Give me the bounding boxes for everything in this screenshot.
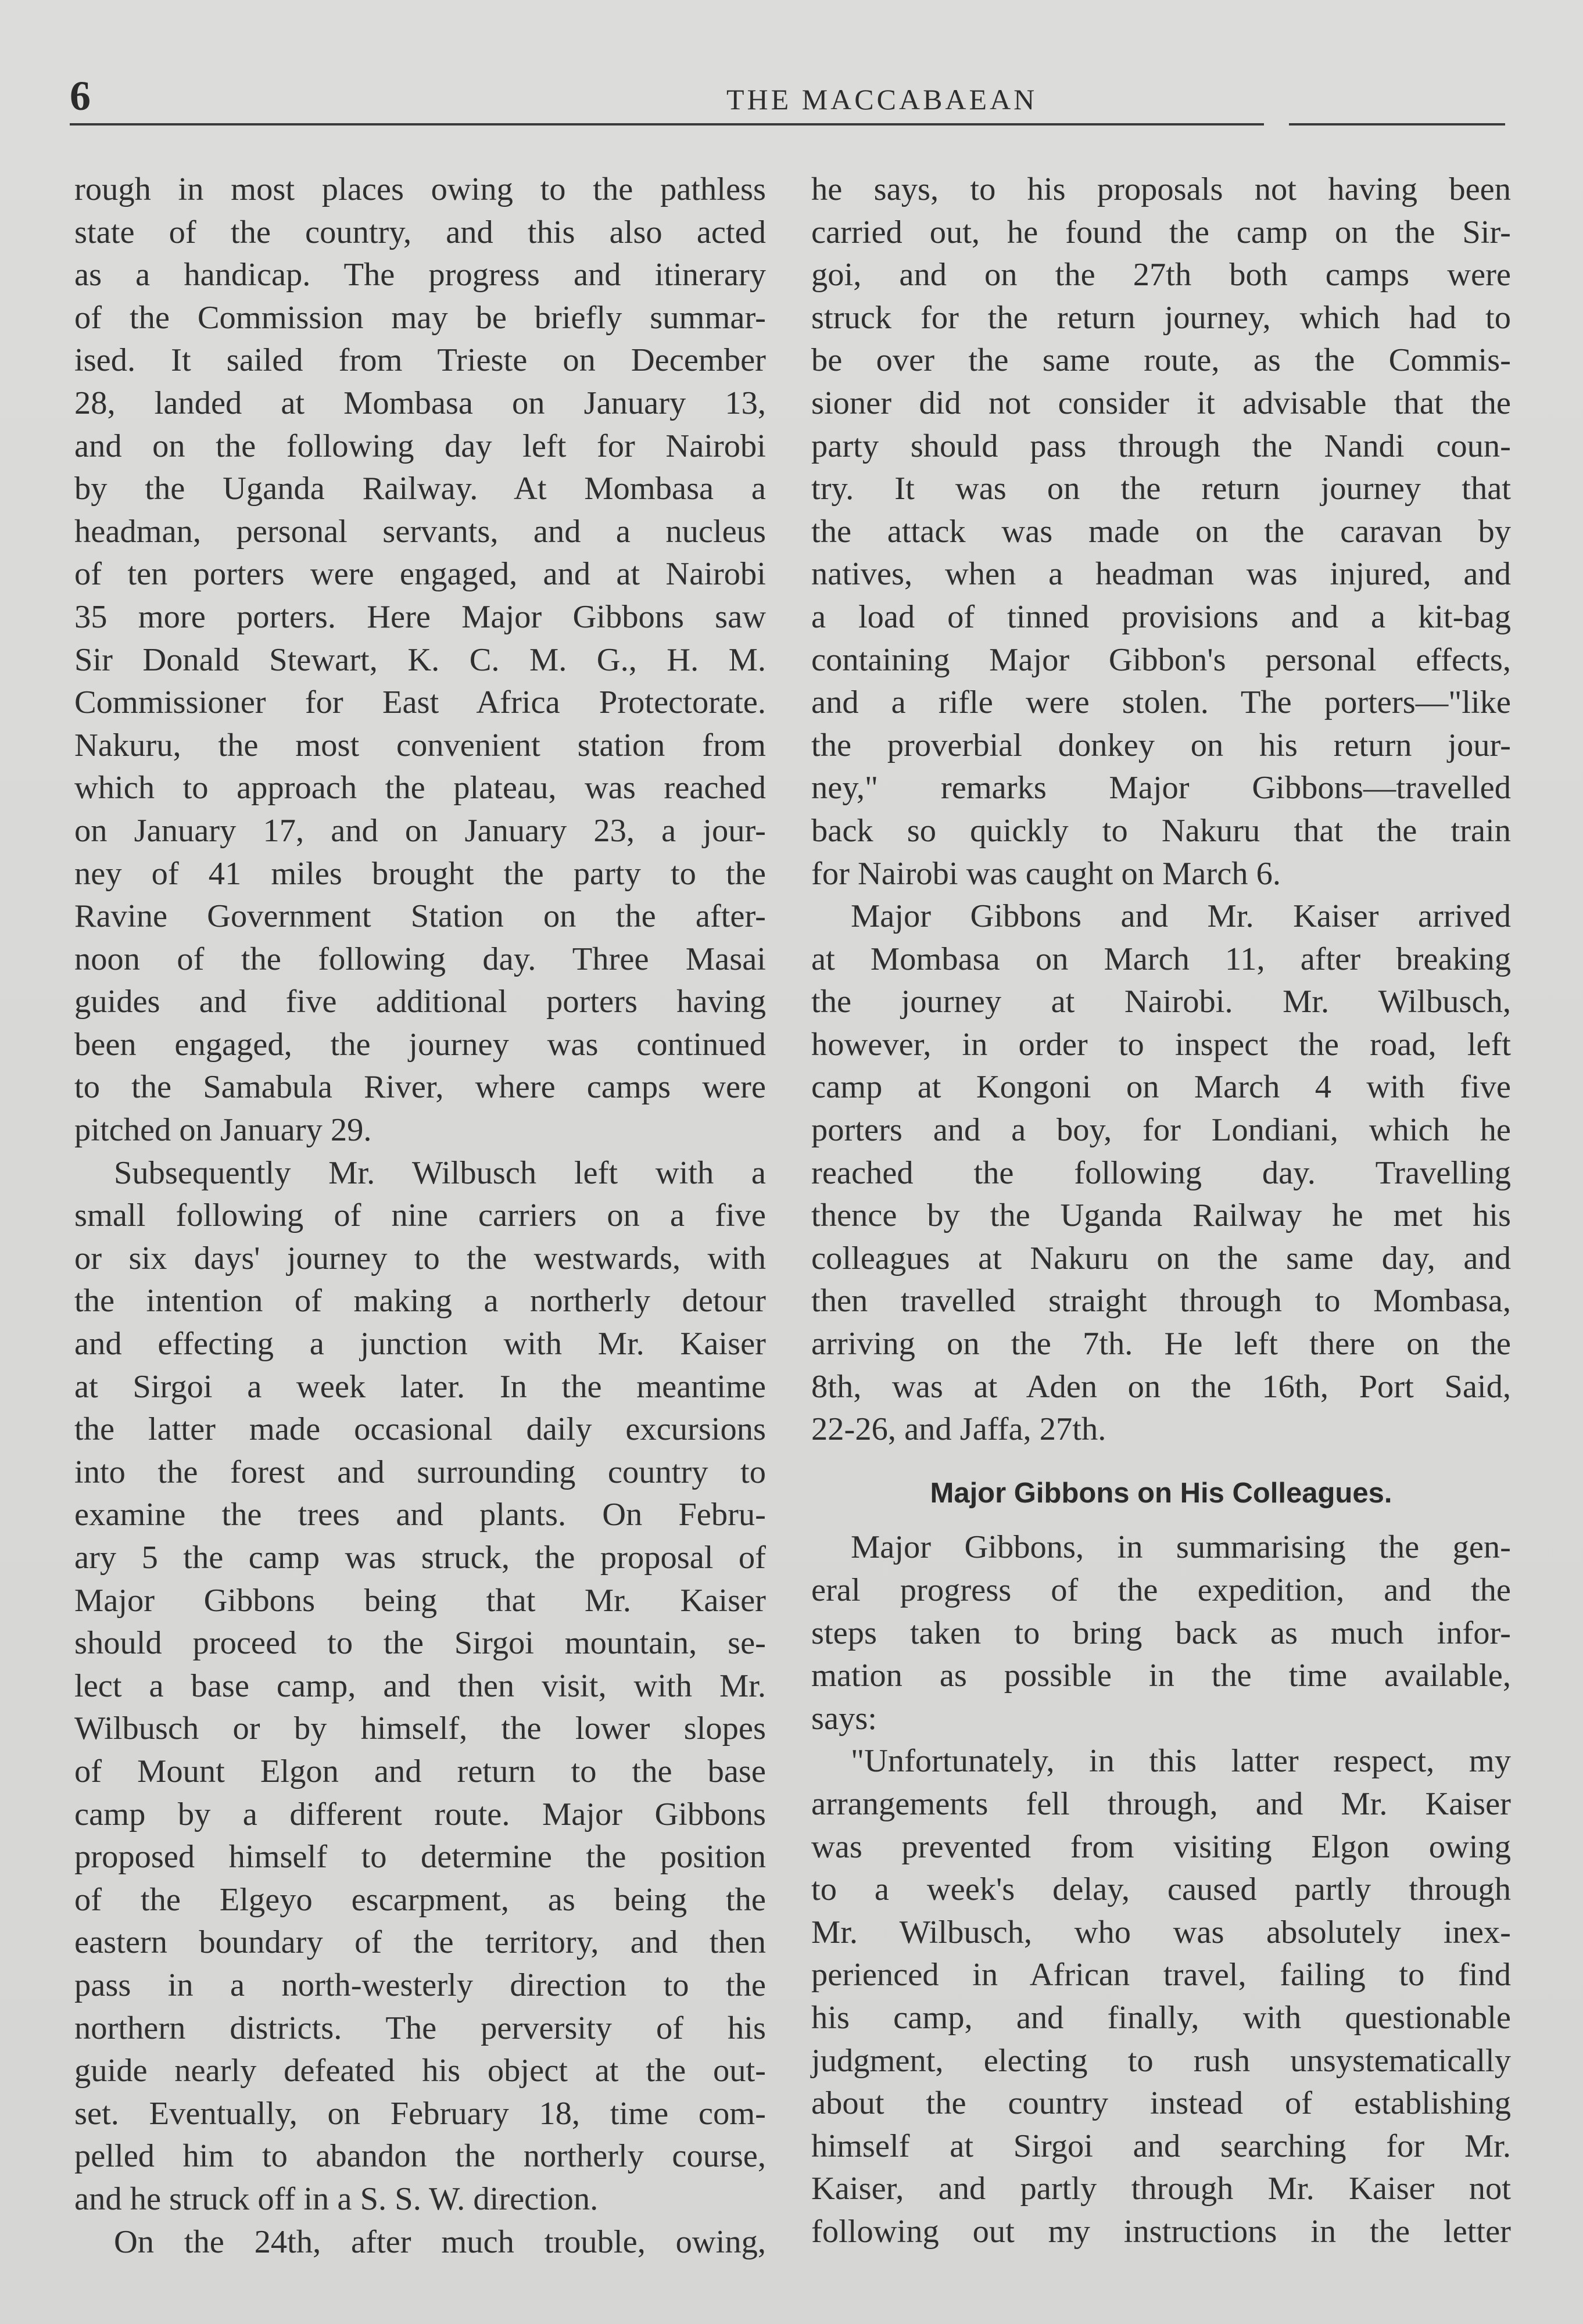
text-line: and effecting a junction with Mr. Kaiser bbox=[74, 1326, 766, 1362]
text-line: about the country instead of establishing bbox=[811, 2085, 1511, 2122]
text-line: lect a base camp, and then visit, with Mr. bbox=[74, 1667, 766, 1704]
right-column bbox=[811, 168, 1511, 2254]
text-line: the proverbial donkey on his return jour- bbox=[811, 727, 1511, 763]
text-line: arrangements fell through, and Mr. Kaiser bbox=[811, 1785, 1511, 1822]
text-line: ney," remarks Major Gibbons—travelled bbox=[811, 770, 1511, 806]
text-line: natives, when a headman was injured, and bbox=[811, 556, 1511, 593]
text-line: Major Gibbons being that Mr. Kaiser bbox=[74, 1582, 766, 1619]
text-line: Sir Donald Stewart, K. C. M. G., H. M. bbox=[74, 641, 766, 678]
text-line: a load of tinned provisions and a kit-bag bbox=[811, 598, 1511, 635]
text-line: the attack was made on the caravan by bbox=[811, 513, 1511, 550]
text-line: eral progress of the expedition, and the bbox=[811, 1572, 1511, 1608]
right-column-upper bbox=[811, 168, 1511, 1451]
text-line: Wilbusch or by himself, the lower slopes bbox=[74, 1710, 766, 1747]
text-line: mation as possible in the time available, bbox=[811, 1658, 1511, 1694]
text-line: containing Major Gibbon's personal effects, bbox=[811, 641, 1511, 678]
right-column-lower bbox=[811, 1526, 1511, 2253]
text-line: judgment, electing to rush unsystematically bbox=[811, 2042, 1511, 2079]
text-line: and he struck off in a S. S. W. direction. bbox=[74, 2180, 599, 2217]
text-line: guide nearly defeated his object at the out- bbox=[74, 2053, 766, 2089]
text-line: eastern boundary of the territory, and then bbox=[74, 1924, 766, 1961]
text-line: on January 17, and on January 23, a jour- bbox=[74, 812, 766, 849]
text-line: of the Commission may be briefly summar- bbox=[74, 299, 766, 336]
text-line: Major Gibbons and Mr. Kaiser arrived bbox=[851, 898, 1511, 935]
text-line: northern districts. The perversity of his bbox=[74, 2010, 766, 2046]
text-line: the latter made occasional daily excursions bbox=[74, 1411, 766, 1448]
text-line: to a week's delay, caused partly through bbox=[811, 1871, 1511, 1908]
page-header bbox=[70, 70, 1505, 134]
text-line: guides and five additional porters having bbox=[74, 984, 766, 1020]
text-line: or six days' journey to the westwards, with bbox=[74, 1240, 766, 1276]
text-line: as a handicap. The progress and itinerary bbox=[74, 257, 766, 293]
text-line: Commissioner for East Africa Protectorate. bbox=[74, 684, 766, 721]
text-line: by the Uganda Railway. At Mombasa a bbox=[74, 471, 766, 507]
text-line: state of the country, and this also acted bbox=[74, 214, 766, 250]
text-line: 35 more porters. Here Major Gibbons saw bbox=[74, 598, 766, 635]
text-line: Nakuru, the most convenient station from bbox=[74, 727, 766, 763]
text-line: however, in order to inspect the road, left bbox=[811, 1026, 1511, 1063]
text-line: noon of the following day. Three Masai bbox=[74, 941, 766, 977]
text-line: and on the following day left for Nairobi bbox=[74, 428, 766, 464]
text-line: On the 24th, after much trouble, owing, bbox=[114, 2223, 766, 2260]
header-rule-right bbox=[1289, 123, 1505, 125]
text-line: "Unfortunately, in this latter respect, my bbox=[851, 1743, 1511, 1780]
text-line: 8th, was at Aden on the 16th, Port Said, bbox=[811, 1368, 1511, 1405]
text-line: arriving on the 7th. He left there on the bbox=[811, 1326, 1511, 1362]
text-line: Subsequently Mr. Wilbusch left with a bbox=[114, 1154, 766, 1191]
text-line: to the Samabula River, where camps were bbox=[74, 1069, 766, 1106]
text-line: sioner did not consider it advisable that the bbox=[811, 385, 1511, 421]
text-line: 22-26, and Jaffa, 27th. bbox=[811, 1411, 1106, 1448]
text-line: pelled him to abandon the northerly course, bbox=[74, 2138, 766, 2175]
text-line: 28, landed at Mombasa on January 13, bbox=[74, 385, 766, 421]
text-line: ary 5 the camp was struck, the proposal of bbox=[74, 1540, 766, 1576]
text-line: Kaiser, and partly through Mr. Kaiser not bbox=[811, 2171, 1511, 2207]
text-line: into the forest and surrounding country to bbox=[74, 1454, 766, 1490]
text-line: ised. It sailed from Trieste on December bbox=[74, 342, 766, 379]
text-line: steps taken to bring back as much infor- bbox=[811, 1615, 1511, 1651]
text-line: Ravine Government Station on the after- bbox=[74, 898, 766, 935]
text-line: set. Eventually, on February 18, time com- bbox=[74, 2095, 766, 2132]
text-line: following out my instructions in the letter bbox=[811, 2213, 1511, 2250]
text-line: he says, to his proposals not having been bbox=[811, 171, 1511, 207]
text-line: party should pass through the Nandi coun- bbox=[811, 428, 1511, 464]
text-line: struck for the return journey, which had to bbox=[811, 299, 1511, 336]
text-line: pass in a north-westerly direction to the bbox=[74, 1967, 766, 2003]
text-line: reached the following day. Travelling bbox=[811, 1154, 1511, 1191]
text-line: and a rifle were stolen. The porters—"like bbox=[811, 684, 1511, 721]
text-line: headman, personal servants, and a nucleus bbox=[74, 513, 766, 550]
text-line: porters and a boy, for Londiani, which he bbox=[811, 1112, 1511, 1149]
text-line: pitched on January 29. bbox=[74, 1112, 372, 1149]
text-line: which to approach the plateau, was reached bbox=[74, 770, 766, 806]
text-line: of the Elgeyo escarpment, as being the bbox=[74, 1881, 766, 1918]
text-line: should proceed to the Sirgoi mountain, se- bbox=[74, 1625, 766, 1662]
text-line: at Sirgoi a week later. In the meantime bbox=[74, 1368, 766, 1405]
text-line: his camp, and finally, with questionable bbox=[811, 1999, 1511, 2036]
text-line: thence by the Uganda Railway he met his bbox=[811, 1197, 1511, 1234]
text-line: camp at Kongoni on March 4 with five bbox=[811, 1069, 1511, 1106]
text-line: goi, and on the 27th both camps were bbox=[811, 257, 1511, 293]
text-line: the intention of making a northerly detour bbox=[74, 1283, 766, 1319]
header-rule bbox=[70, 123, 1264, 125]
text-line: himself at Sirgoi and searching for Mr. bbox=[811, 2128, 1511, 2164]
text-line: of Mount Elgon and return to the base bbox=[74, 1753, 766, 1789]
text-line: rough in most places owing to the pathless bbox=[74, 171, 766, 207]
text-line: perienced in African travel, failing to find bbox=[811, 1957, 1511, 1993]
text-line: Major Gibbons, in summarising the gen- bbox=[851, 1529, 1511, 1566]
text-line: proposed himself to determine the position bbox=[74, 1839, 766, 1875]
text-line: try. It was on the return journey that bbox=[811, 471, 1511, 507]
text-line: been engaged, the journey was continued bbox=[74, 1026, 766, 1063]
left-column bbox=[74, 168, 766, 2264]
text-line: of ten porters were engaged, and at Nairobi bbox=[74, 556, 766, 593]
text-line: be over the same route, as the Commis- bbox=[811, 342, 1511, 379]
text-line: says: bbox=[811, 1700, 877, 1737]
text-line: the journey at Nairobi. Mr. Wilbusch, bbox=[811, 984, 1511, 1020]
text-line: back so quickly to Nakuru that the train bbox=[811, 812, 1511, 849]
text-line: ney of 41 miles brought the party to the bbox=[74, 855, 766, 892]
section-subheading: Major Gibbons on His Colleagues. bbox=[930, 1477, 1392, 1509]
text-line: small following of nine carriers on a five bbox=[74, 1197, 766, 1234]
text-line: colleagues at Nakuru on the same day, and bbox=[811, 1240, 1511, 1276]
text-line: carried out, he found the camp on the Sir- bbox=[811, 214, 1511, 250]
running-head: THE MACCABAEAN bbox=[726, 83, 1038, 116]
text-line: Mr. Wilbusch, who was absolutely inex- bbox=[811, 1914, 1511, 1950]
text-line: then travelled straight through to Mombasa, bbox=[811, 1283, 1511, 1319]
page-number: 6 bbox=[70, 73, 91, 119]
text-line: for Nairobi was caught on March 6. bbox=[811, 855, 1281, 892]
text-line: was prevented from visiting Elgon owing bbox=[811, 1828, 1511, 1865]
text-line: camp by a different route. Major Gibbons bbox=[74, 1796, 766, 1832]
text-line: examine the trees and plants. On Febru- bbox=[74, 1497, 766, 1533]
text-line: at Mombasa on March 11, after breaking bbox=[811, 941, 1511, 977]
